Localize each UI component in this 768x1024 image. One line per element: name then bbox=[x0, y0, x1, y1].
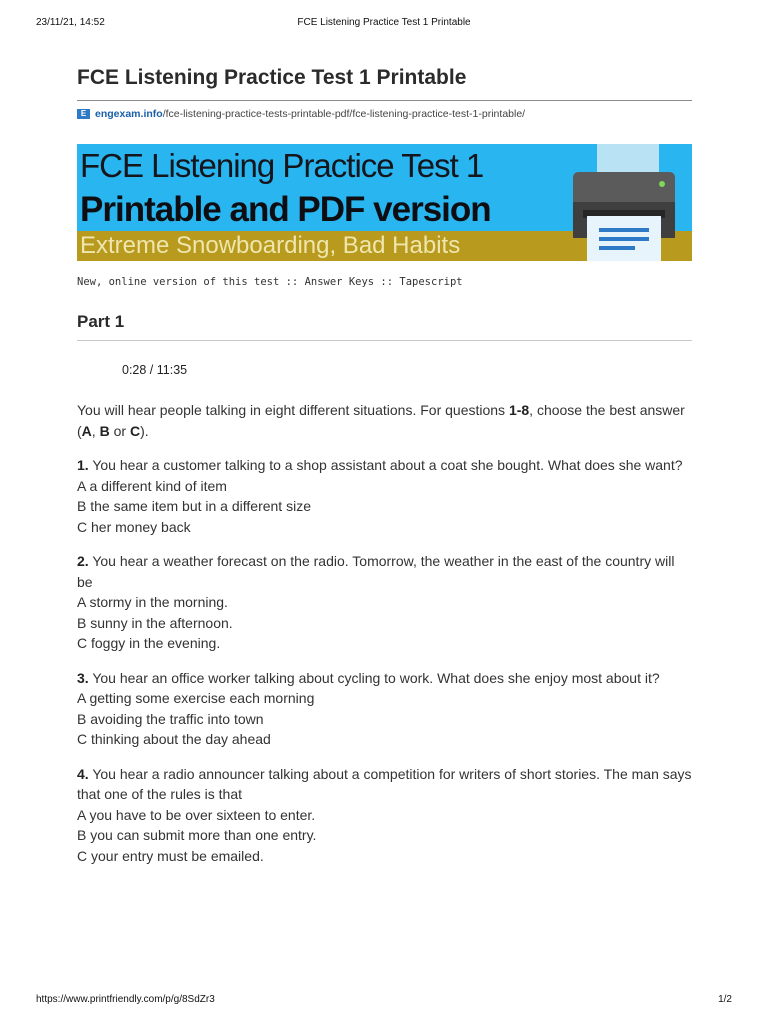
part-heading: Part 1 bbox=[77, 312, 125, 331]
audio-time-display: 0:28 / 11:35 bbox=[122, 363, 188, 377]
instructions-text: or bbox=[109, 422, 130, 439]
instructions-option-b: B bbox=[99, 422, 110, 439]
question-number: 2. bbox=[77, 553, 89, 569]
source-path: /fce-listening-practice-tests-printable-pdf/fce-listening-practice-test-1-printable/ bbox=[162, 108, 526, 120]
question-number: 1. bbox=[77, 457, 89, 473]
question-item bbox=[77, 764, 692, 867]
question-text: You hear an office worker talking about cycling to work. What does she enjoy most about it? bbox=[88, 669, 660, 686]
questions-content bbox=[77, 400, 692, 880]
print-footer bbox=[36, 994, 732, 1008]
question-prompt bbox=[77, 668, 692, 689]
links-line[interactable]: New, online version of this test :: Answer Keys :: Tapescript bbox=[77, 276, 463, 288]
print-page-title: FCE Listening Practice Test 1 Printable bbox=[297, 17, 471, 28]
banner-line-2: Printable and PDF version bbox=[80, 190, 491, 229]
question-item bbox=[77, 455, 692, 537]
source-domain-link[interactable]: engexam.info bbox=[95, 108, 163, 120]
article-title: FCE Listening Practice Test 1 Printable bbox=[77, 66, 467, 89]
instructions-text: , bbox=[91, 422, 100, 439]
question-text: You hear a radio announcer talking about a competition for writers of short stories. The man says that one of the rules is that bbox=[77, 765, 692, 802]
question-option: C your entry must be emailed. bbox=[77, 847, 264, 864]
question-prompt bbox=[77, 455, 692, 476]
banner-line-1: FCE Listening Practice Test 1 bbox=[80, 147, 484, 184]
question-item bbox=[77, 668, 692, 750]
question-option: C thinking about the day ahead bbox=[77, 731, 271, 747]
instructions-option-a: A bbox=[81, 422, 92, 439]
question-option: C her money back bbox=[77, 518, 191, 535]
question-option: B sunny in the afternoon. bbox=[77, 614, 233, 631]
question-item bbox=[77, 551, 692, 654]
question-option: A you have to be over sixteen to enter. bbox=[77, 806, 316, 823]
instructions bbox=[77, 400, 692, 441]
question-text: You hear a customer talking to a shop assistant about a coat she bought. What does she want? bbox=[88, 457, 683, 473]
question-prompt bbox=[77, 764, 692, 805]
printer-icon bbox=[561, 144, 687, 261]
instructions-range: 1-8 bbox=[508, 402, 530, 418]
instructions-option-c: C bbox=[129, 422, 141, 439]
question-option: C foggy in the evening. bbox=[77, 635, 221, 651]
part-divider bbox=[77, 340, 692, 341]
question-option: A getting some exercise each morning bbox=[77, 690, 315, 706]
instructions-text: ). bbox=[140, 422, 149, 439]
question-number: 3. bbox=[77, 669, 89, 686]
page-number: 1/2 bbox=[718, 994, 732, 1005]
question-option: B you can submit more than one entry. bbox=[77, 827, 317, 843]
question-option: A stormy in the morning. bbox=[77, 594, 228, 610]
question-option: B the same item but in a different size bbox=[77, 498, 311, 514]
banner-line-3: Extreme Snowboarding, Bad Habits bbox=[80, 232, 461, 259]
print-footer-url: https://www.printfriendly.com/p/g/8SdZr3 bbox=[36, 994, 215, 1005]
question-number: 4. bbox=[77, 765, 89, 782]
question-option: A a different kind of item bbox=[77, 477, 227, 494]
question-option: B avoiding the traffic into town bbox=[77, 710, 264, 727]
question-prompt bbox=[77, 551, 692, 592]
question-text: You hear a weather forecast on the radio. Tomorrow, the weather in the east of the country will be bbox=[77, 553, 675, 590]
print-header bbox=[36, 17, 732, 31]
instructions-text: , choose the best answer ( bbox=[77, 402, 685, 439]
banner-image bbox=[77, 144, 692, 261]
instructions-text: You will hear people talking in eight different situations. For questions bbox=[77, 402, 509, 418]
print-timestamp: 23/11/21, 14:52 bbox=[36, 17, 105, 28]
title-divider bbox=[77, 100, 692, 101]
source-line bbox=[77, 108, 525, 120]
source-favicon-icon: E bbox=[77, 109, 90, 119]
